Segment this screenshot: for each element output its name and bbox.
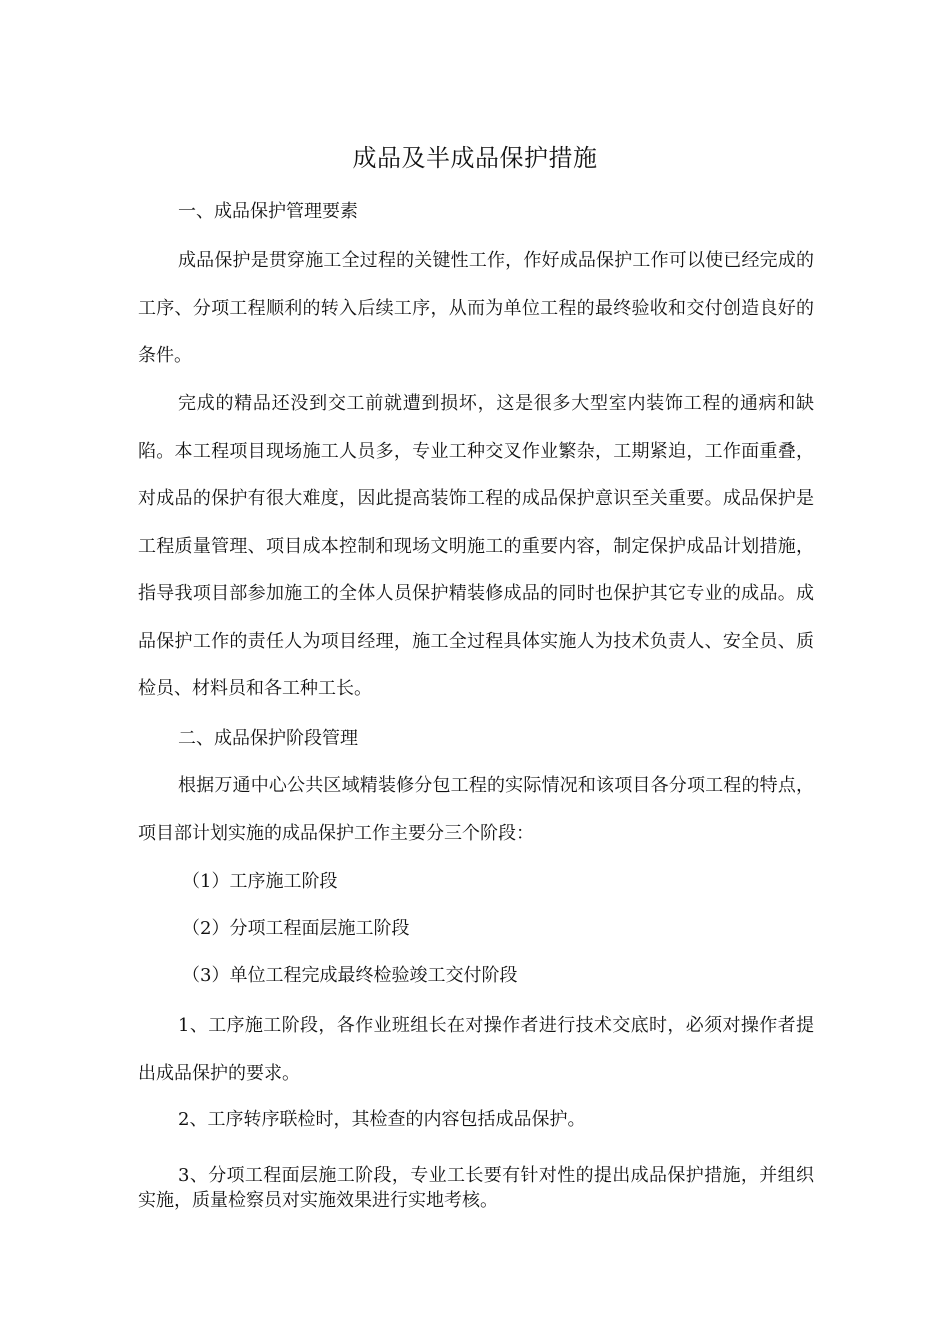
document-title: 成品及半成品保护措施 <box>352 144 598 172</box>
paragraph-1: 成品保护是贯穿施工全过程的关键性工作，作好成品保护工作可以使已经完成的工序、分项工程顺利的转入后续工序，从而为单位工程的最终验收和交付创造良好的条件。 <box>138 250 814 366</box>
stage-item-3: （3）单位工程完成最终检验竣工交付阶段 <box>182 965 518 986</box>
paragraph-4: 1、工序施工阶段，各作业班组长在对操作者进行技术交底时，必须对操作者提出成品保护的要求。 <box>138 1015 814 1084</box>
stage-item-2: （2）分项工程面层施工阶段 <box>182 918 410 939</box>
paragraph-6: 3、分项工程面层施工阶段，专业工长要有针对性的提出成品保护措施，并组织实施，质量检察员对实施效果进行实地考核。 <box>138 1165 814 1211</box>
section-heading-2: 二、成品保护阶段管理 <box>178 728 358 749</box>
paragraph-3: 根据万通中心公共区域精装修分包工程的实际情况和该项目各分项工程的特点，项目部计划实施的成品保护工作主要分三个阶段： <box>138 775 814 844</box>
paragraph-2: 完成的精品还没到交工前就遭到损坏，这是很多大型室内装饰工程的通病和缺陷。本工程项目现场施工人员多，专业工种交叉作业繁杂，工期紧迫，工作面重叠，对成品的保护有很大难度，因此提高装饰工程的成品保护意识至关重要。成品保护是工程质量管理、项目成本控制和现场文明施工的重要内容，制定保护成品计划措施，指导我项目部参加施工的全体人员保护精装修成品的同时也保护其它专业的成品。成品保护工作的责任人为项目经理，施工全过程具体实施人为技术负责人、安全员、质检员、材料员和各工种工长。 <box>138 393 814 699</box>
stage-item-1: （1）工序施工阶段 <box>182 871 338 892</box>
section-heading-1: 一、成品保护管理要素 <box>178 201 358 222</box>
paragraph-5: 2、工序转序联检时，其检查的内容包括成品保护。 <box>178 1109 586 1130</box>
